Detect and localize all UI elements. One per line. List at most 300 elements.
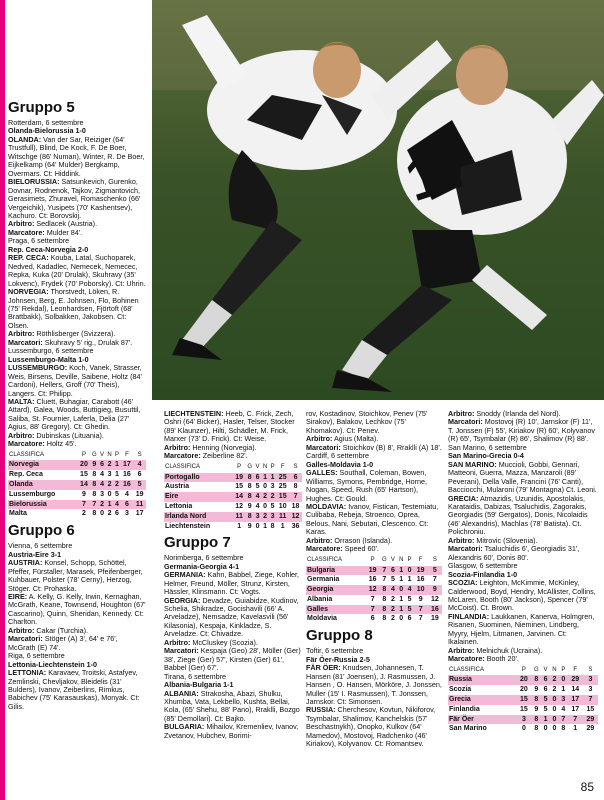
paragraph-label: FINLANDIA: [448,611,490,621]
standings-header-cell: CLASSIFICA [165,463,201,470]
paragraph-label: Arbitro: [306,434,333,444]
standings-value-cell: 7 [380,566,389,576]
paragraph-text: Agius (Malta). [332,434,379,444]
standings-value-cell: 6 [121,500,134,510]
standings-header-cell: S [293,463,298,470]
standings-row [164,482,302,492]
paragraph-label: Arbitro: [8,625,35,635]
lineup-paragraph [164,597,302,639]
paragraph-text: Southall, Coleman, Bowen, Williams, Symons, Pembridge, Horne, Nogan, Speed, Rush (65' Hartson), Hughes. Ct: Gould. [306,468,428,503]
paragraph-text: Mitrovic (Slovenia). [474,535,538,545]
paragraph-label: NORVEGIA: [8,287,49,297]
standings-value-cell: 1 [263,473,268,481]
standings-header-cell: P [81,451,86,458]
lineup-paragraph [448,579,598,613]
paragraph-label: Marcatore: [8,227,45,237]
standings-value-cell: 0 [552,705,557,713]
paragraph-label: GALLES: [306,468,338,478]
standings-value-cell: 5 [541,695,550,705]
standings-value-cell: 25 [276,473,289,483]
photo-illustration [152,0,604,400]
standings-value-cell: 3 [255,512,260,520]
paragraph-text: Skuhravy 5' rig., Drulak 87'. [42,337,133,347]
paragraph-text: Leighton, McKimmie, McKinley, Calderwood, Boyd, Hendry, McAllister, Collins, McLaren, Booth (80' Jackson), Spencer (79' McCoist). Ct. Brown. [448,578,596,613]
standings-header-cell: F [125,451,129,458]
standings-team-cell: Lussemburgo [9,490,56,498]
accent-bar [0,0,5,800]
standings-header-cell: P [521,666,526,673]
standings-row [164,492,302,502]
lineup-paragraph [306,664,442,706]
standings-header-cell: CLASSIFICA [449,666,485,673]
standings-row [306,566,442,576]
paragraph-label: SAN MARINO: [448,459,497,469]
standings-value-cell: 1 [541,715,550,725]
standings-value-cell: 17 [135,510,144,518]
standings-table [8,451,146,520]
paragraph-text: Ivanov, Fistican, Testemiatu, Culibaba, Rebeja, Stroenco, Oprea, Belous, Nani, Sebutari, Clescenco. Ct: Karas. [306,501,439,537]
standings-value-cell: 2 [390,595,395,603]
standings-value-cell: 7 [418,615,423,623]
standings-value-cell: 12 [235,502,244,510]
standings-value-cell: 3 [270,512,275,520]
paragraph-text: Atmazidis, Uzunidis, Apostolakis, Karataidis, Dabizas, Tsaluchidis, Zagorakis, Georgiadis (59' Gergatos), Donis, Nicolaidis (46' Alexandris), Machlas (78' Batista). Ct. Polichroniu. [448,493,588,537]
standings-header-cell: V [390,556,395,563]
standings-value-cell: 3 [124,510,129,518]
paragraph-label: SCOZIA: [448,578,478,588]
paragraph-label: GERMANIA: [164,570,206,580]
lineup-paragraph [8,178,146,220]
standings-value-cell: 14 [571,686,580,694]
paragraph-text: Stoichkov (B) 8', Rraklli (A) 18'. [340,442,442,452]
standings-header-cell: S [137,451,142,458]
standings-value-cell: 2 [390,615,395,623]
standings-row [306,585,442,595]
standings-value-cell: 1 [561,686,566,694]
standings-header-cell: P [370,556,375,563]
standings-value-cell: 14 [78,480,91,490]
paragraph-text: Kespaja (Geo) 28', Möller (Ger) 38', Ziege (Ger) 57', Kirsten (Ger) 61', Babbel (Ger) 67'. [164,646,301,673]
standings-value-cell: 12 [430,595,439,603]
standings-team-cell: Portogallo [164,473,233,483]
standings-team-cell: Norvegia [8,460,78,470]
standings-header-cell: G [247,463,253,470]
standings-value-cell: 1 [237,522,242,530]
standings-value-cell: 6 [543,686,548,694]
standings-value-cell: 4 [133,460,146,470]
paragraph-text: Muccioli, Gobbi, Gennari, Matteoni, Guerra, Mazza, Manzaroli (89' Peverani), Della Valle, Francini (76' Canti), Bacciocchi, Mularoni (79' Montagna) Ct. Leoni. [448,459,597,495]
standings-value-cell: 20 [516,675,531,685]
standings-value-cell: 8 [534,725,539,733]
standings-value-cell: 7 [414,605,428,615]
standings-value-cell: 8 [92,490,97,498]
standings-row [306,575,442,585]
paragraph-label: AUSTRIA: [8,558,43,568]
standings-value-cell: 0 [255,522,260,530]
paragraph-label: Arbitro: [8,219,35,229]
match-result: Olanda-Bielorussia 1-0 [8,126,86,136]
standings-table [164,463,302,532]
standings-value-cell: 8 [246,512,254,522]
standings-row [8,500,146,510]
standings-value-cell: 16 [123,471,131,479]
match-result: Scozia-Finlandia 1-0 [448,569,518,579]
standings-value-cell: 8 [561,725,566,733]
paragraph-label: Marcatore: [8,439,45,449]
paragraph-label: RUSSIA: [306,705,336,715]
standings-value-cell: 16 [121,480,134,490]
paragraph-text: rov, Kostadinov, Stoichkov, Penev (75' Sirakov), Balakov, Lechkov (75' Khomakov). Ct: Penev. [306,410,428,435]
standings-value-cell: 5 [428,566,442,576]
standings-team-cell: Austria [165,483,190,491]
standings-value-cell: 18 [291,502,300,510]
standings-value-cell: 3 [100,490,105,498]
standings-value-cell: 8 [293,483,298,491]
standings-value-cell: 8 [92,471,97,479]
paragraph-label: Marcatori: [8,337,43,347]
standings-header-cell: G [381,556,387,563]
standings-header-cell: S [432,556,437,563]
standings-value-cell: 5 [133,480,146,490]
paragraph-text: McCluskey (Scozia). [190,637,258,647]
standings-row [8,490,146,500]
standings-table [306,556,442,625]
standings-header-cell: P [561,666,566,673]
lineup-paragraph [8,288,146,330]
paragraph-label: Arbitro: [448,645,475,655]
standings-value-cell: 2 [115,481,119,489]
standings-value-cell: 8 [382,595,387,603]
standings-value-cell: 17 [571,705,580,713]
standings-value-cell: 4 [255,493,260,501]
match-location-date: Riga, 6 settembre [8,651,65,661]
paragraph-label: MALTA: [8,396,35,406]
standings-value-cell: 0 [521,725,526,733]
standings-value-cell: 17 [568,695,583,705]
standings-value-cell: 16 [428,605,442,615]
standings-value-cell: 1 [115,471,119,479]
standings-header-cell: F [280,463,285,470]
standings-value-cell: 8 [246,473,254,483]
paragraph-label: Arbitro: [448,535,475,545]
standings-team-cell: Finlandia [449,705,480,713]
standings-value-cell: 15 [80,471,88,479]
standings-value-cell: 1 [573,725,578,733]
paragraph-text: Cakar (Turchia). [34,625,89,635]
match-result: Rep. Ceca-Norvegia 2-0 [8,244,89,254]
standings-value-cell: 1 [397,566,406,576]
standings-value-cell: 2 [552,686,557,694]
standings-value-cell: 10 [414,585,428,595]
paragraph-text: Booth 20'. [484,654,519,664]
standings-value-cell: 8 [531,715,541,725]
lineup-paragraph [164,723,302,740]
lineup-paragraph [306,410,442,435]
standings-value-cell: 8 [382,615,387,623]
standings-team-cell: Moldavia [307,615,337,623]
standings-header-cell: P [114,451,119,458]
paragraph-text: Konsel, Schopp, Schöttel, Pfeffer, Fürstaller, Marasek, Pfeifenberger, Kuhbauer, Polster (78' Cerny), Herzog, Stöger. Ct: Prohaska. [8,558,143,593]
svg-text:17: 17 [397,129,482,215]
standings-header-cell: P [237,463,242,470]
standings-value-cell: 2 [270,493,275,501]
standings-team-cell: Germania [307,576,340,584]
lineup-paragraph [448,613,598,647]
standings-value-cell: 4 [406,585,414,595]
standings-value-cell: 36 [291,522,300,530]
standings-value-cell: 7 [568,715,583,725]
standings-value-cell: 9 [90,460,98,470]
standings-value-cell: 2 [81,510,86,518]
standings-header-cell: CLASSIFICA [9,451,45,458]
paragraph-label: LUSSEMBURGO: [8,363,68,373]
standings-value-cell: 9 [534,705,539,713]
standings-row [306,605,442,615]
standings-value-cell: 19 [135,490,144,498]
standings-value-cell: 3 [107,471,112,479]
lineup-paragraph [448,418,598,443]
group-heading: Gruppo 8 [306,627,373,645]
standings-team-cell: Georgia [306,585,366,595]
standings-header-cell: P [407,556,412,563]
standings-value-cell: 9 [247,522,252,530]
text-column-1 [8,96,146,790]
standings-value-cell: 6 [115,510,119,518]
standings-row [448,675,598,685]
standings-value-cell: 3 [588,686,593,694]
paragraph-text: Sedlacek (Austria). [34,219,98,229]
paragraph-label: Arbitro: [164,637,191,647]
standings-value-cell: 7 [583,695,598,705]
standings-row [448,695,598,705]
standings-value-cell: 8 [90,480,98,490]
standings-value-cell: 16 [368,576,377,584]
paragraph-text: Cherchesov, Kovtun, Nikiforov, Tsymbalar, Shalimov, Kanchelskis (57' Beschastnykh), Onopko, Kulkov (64' Mamedov), Mostovoj, Radchenko (46' Kiriakov), Kolyvanov. Ct: Romantsev. [306,705,436,749]
paragraph-text: Stöger (A) 3', 64' e 76', McGrath (E) 74'. [8,634,118,652]
paragraph-label: Marcatori: [306,442,341,452]
standings-value-cell: 15 [516,695,531,705]
standings-value-cell: 9 [428,585,442,595]
standings-header-cell: S [588,666,593,673]
standings-value-cell: 0 [559,675,568,685]
standings-value-cell: 8 [247,483,252,491]
lineup-paragraph [8,559,146,593]
standings-value-cell: 5 [255,483,260,491]
text-column-3 [306,410,442,790]
standings-header-cell: P [270,463,275,470]
lineup-paragraph [8,669,146,711]
standings-value-cell: 3 [516,715,531,725]
paragraph-label: Arbitro: [306,535,333,545]
standings-value-cell: 0 [397,585,406,595]
match-location-date: Glasgow, 6 settembre [448,561,518,571]
standings-value-cell: 9 [534,686,539,694]
standings-value-cell: 5 [543,705,548,713]
standings-value-cell: 5 [406,605,414,615]
paragraph-label: EIRE: [8,591,28,601]
paragraph-label: Marcatori: [448,417,483,427]
paragraph-text: Zeiberline 82'. [200,451,248,461]
standings-row [8,470,146,480]
standings-value-cell: 0 [263,502,268,510]
standings-value-cell: 7 [366,605,380,615]
standings-header-row [8,451,146,461]
standings-header-cell: F [418,556,423,563]
standings-value-cell: 17 [121,460,134,470]
standings-header-cell: V [543,666,548,673]
paragraph-text: Henning (Norvegia). [190,442,257,452]
lineup-paragraph [448,545,598,562]
standings-value-cell: 0 [107,490,112,498]
standings-value-cell: 8 [270,522,275,530]
standings-value-cell: 8 [380,605,389,615]
paragraph-text: Koch, Vanek, Strasser, Weis, Birsens, Deville, Saibene, Holtz (84' Cardoni), Hellers, Groff (70' Theis), Langers. Ct: Philipp. [8,363,142,398]
paragraph-text: A. Kelly, G. Kelly, Irwin, Kernaghan, McGrath, Keane, Townsend, Houghton (67' Cascarino), Quinn, Sheridan, Kennedy. Ct: Charlton. [8,591,146,627]
lineup-paragraph [8,136,146,178]
standings-value-cell: 4 [100,471,105,479]
match-result: Fär Öer-Russia 2-5 [306,654,370,664]
standings-team-cell: Malta [9,510,27,518]
standings-value-cell: 7 [382,576,387,584]
standings-value-cell: 1 [280,522,285,530]
match-location-date: Praga, 6 settembre [8,236,70,246]
paragraph-text: Orrason (Islanda). [332,535,393,545]
lineup-paragraph [8,593,146,627]
standings-value-cell: 11 [276,512,289,522]
standings-value-cell: 6 [137,471,142,479]
standings-value-cell: 0 [263,483,268,491]
lineup-paragraph [448,495,598,537]
paragraph-text: Strakosha, Abazi, Shulku, Xhumba, Vata, Lekbello, Kushta, Bellai, Kola, (65' Shehu, 88' Pano), Rraklli, Bozgo (85' Demollari). Ct: Bajko. [164,688,300,723]
standings-value-cell: 6 [100,461,105,469]
match-location-date: Toftir, 6 settembre [306,646,364,656]
paragraph-text: Tsaluchidis 6', Georgiadis 31', Alexandris 60', Donis 80'. [448,544,580,562]
lineup-paragraph [164,690,302,724]
match-result: Austria-Eire 3-1 [8,549,62,559]
paragraph-text: Mostovoj (R) 10', Jarnskor (F) 11', T. Jonssen (F) 55', Kiriakov (R) 60', Kolyvanov (R) 65', Tsymbalar (R) 86', Shalimov (R) 88'. [448,417,595,444]
match-location-date: San Marino, 6 settembre [448,442,527,452]
standings-value-cell: 7 [289,492,302,502]
paragraph-label: Arbitro: [164,442,191,452]
paragraph-label: LETTONIA: [8,668,47,678]
standings-value-cell: 14 [233,492,246,502]
standings-team-cell: Grecia [448,695,516,705]
standings-team-cell: Irlanda Nord [164,512,233,522]
standings-value-cell: 7 [559,715,568,725]
standings-value-cell: 4 [561,705,566,713]
standings-header-cell: N [399,556,404,563]
match-result: Galles-Moldavia 1-0 [306,459,374,469]
paragraph-label: Arbitro: [8,329,35,339]
standings-value-cell: 8 [531,695,541,705]
paragraph-text: Kahn, Babbel, Ziege, Kohler, Helmer, Freund, Möller, Strunz, Kirsten, Hässler, Klinsmann. Ct: Vogts. [164,570,300,597]
standings-value-cell: 9 [418,595,423,603]
standings-value-cell: 2 [107,510,112,518]
paragraph-text: Heeb, C. Frick, Zech, Oshri (64' Bicker), Hasler, Telser, Stocker (89' Klaunzer), Hilti, Schädler, M. Frick, Marxer (73' D. Frick). Ct: Weise. [164,410,295,444]
standings-value-cell: 5 [390,576,395,584]
standings-value-cell: 4 [100,481,105,489]
standings-team-cell: Bielorussia [8,500,78,510]
standings-value-cell: 6 [389,566,397,576]
match-result: Albania-Bulgaria 1-1 [164,680,234,690]
standings-value-cell: 10 [278,502,287,510]
match-location-date: Lussemburgo, 6 settembre [8,346,94,356]
standings-row [164,522,302,532]
standings-row [448,685,598,695]
standings-value-cell: 3 [559,695,568,705]
lineup-paragraph [448,655,598,663]
lineup-paragraph [8,398,146,432]
lineup-paragraph [8,364,146,398]
lineup-paragraph [306,503,442,537]
lineup-paragraph [164,410,302,444]
group-heading: Gruppo 5 [8,99,75,116]
standings-value-cell: 6 [289,473,302,483]
standings-row [8,480,146,490]
standings-header-cell: N [262,463,268,470]
match-location-date: Vienna, 6 settembre [8,541,73,551]
paragraph-label: LIECHTENSTEIN: [164,410,224,418]
standings-value-cell: 2 [107,481,112,489]
paragraph-label: Marcatori: [448,544,483,554]
match-result: Lettonia-Liechtenstein 1-0 [8,659,98,669]
paragraph-text: Mulder 84'. [44,227,83,237]
standings-row [8,460,146,470]
lineup-paragraph [8,635,146,652]
standings-header-row [306,556,442,566]
standings-value-cell: 0 [550,715,559,725]
paragraph-label: BIELORUSSIA: [8,177,60,187]
standings-value-cell: 6 [255,473,260,481]
standings-header-cell: V [255,463,260,470]
paragraph-label: ALBANIA: [164,688,199,698]
text-column-4 [448,410,598,790]
standings-value-cell: 19 [430,615,439,623]
paragraph-text: Mihailov, Kremenliev, Ivanov, Zvetanov, Hubchev, Borimi- [164,722,299,740]
standings-value-cell: 6 [370,615,375,623]
standings-value-cell: 15 [586,705,595,713]
standings-value-cell: 11 [133,500,146,510]
lineup-paragraph [8,440,146,448]
paragraph-label: Marcatore: [306,544,343,554]
paragraph-text: Melnichuk (Ucraina). [474,645,543,655]
standings-value-cell: 0 [406,566,414,576]
standings-header-cell: G [92,451,97,458]
standings-value-cell: 3 [270,483,275,491]
paragraph-text: Van der Sar, Reiziger (64' Trustfull), Blind, De Kock, F. De Boer, Witschge (86' Numan), Winter, R. De Boer, Eijkelkamp (64' Mulder) Bergkamp, Overmars. Ct: Hiddink. [8,134,145,178]
standings-value-cell: 5 [115,490,119,498]
standings-header-cell: G [534,666,539,673]
standings-team-cell: Scozia [449,686,472,694]
standings-team-cell: Rep. Ceca [9,471,43,479]
standings-header-cell: CLASSIFICA [307,556,343,563]
match-location-date: Tirana, 6 settembre [164,671,227,681]
standings-team-cell: Albania [307,595,333,603]
standings-value-cell: 6 [541,675,550,685]
paragraph-label: FÄR ÖER: [306,663,341,673]
standings-value-cell: 16 [416,576,425,584]
standings-table [448,666,598,735]
standings-value-cell: 29 [583,715,598,725]
paragraph-label: BULGARIA: [164,722,205,732]
paragraph-text: Thorstvedt, Löken, R. Johnsen, Berg, E. Johnsen, Flo, Bohinen (75' Rekdal), Leonhardsen, Fjörtoft (68' Brattbakk), Solbakken, Jakobsen. Ct: Olsen. [8,287,139,330]
group-heading: Gruppo 6 [8,522,75,540]
standings-value-cell: 7 [370,595,375,603]
standings-header-cell: N [107,451,112,458]
standings-value-cell: 1 [107,500,112,508]
standings-value-cell: 2 [263,512,268,520]
paragraph-label: Marcatore: [164,451,201,461]
